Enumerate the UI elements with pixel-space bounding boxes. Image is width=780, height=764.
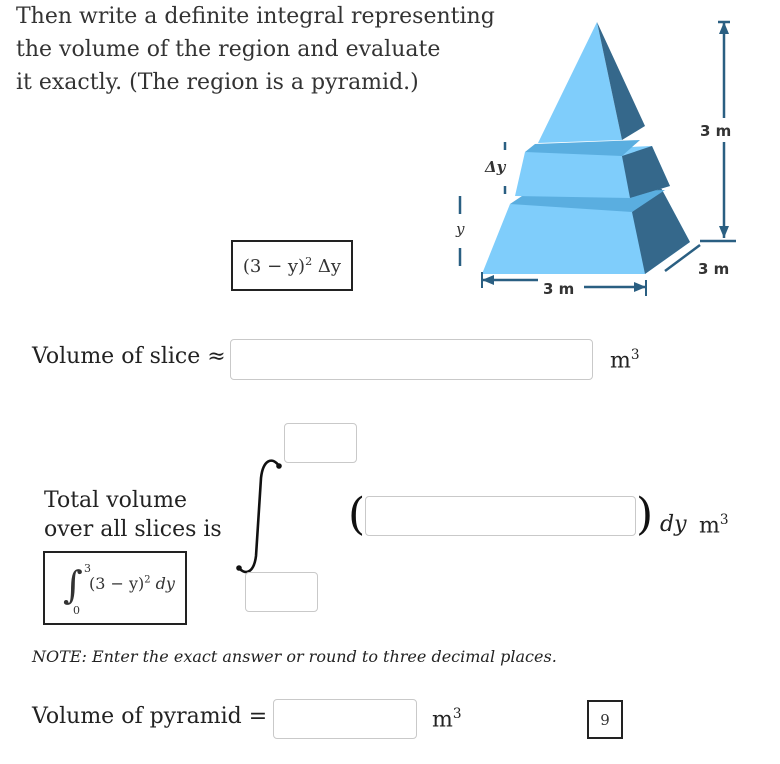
prompt-line-1: Then write a definite integral representing bbox=[16, 4, 495, 29]
pyramid-top-front bbox=[538, 22, 622, 143]
slice-volume-label: Volume of slice ≈ bbox=[32, 344, 226, 369]
pyramid-volume-unit: $m^3$ bbox=[432, 706, 462, 733]
pyramid-volume-input[interactable] bbox=[273, 699, 417, 739]
total-volume-label: Total volume over all slices is bbox=[44, 488, 222, 542]
left-paren: ( bbox=[348, 489, 366, 540]
integral-expression: ∫ 3 0 $(3 - y)^2$ dy bbox=[63, 562, 175, 617]
slice-volume-input[interactable] bbox=[230, 339, 593, 380]
pyramid-volume-label: Volume of pyramid = bbox=[32, 704, 268, 729]
right-paren: ) bbox=[636, 489, 654, 540]
y-label: y bbox=[456, 220, 465, 238]
pyramid-figure bbox=[440, 10, 780, 310]
mini-integral-icon: ∫ bbox=[63, 563, 83, 607]
answer-tile-9[interactable]: 9 bbox=[587, 700, 623, 739]
integrand-input[interactable] bbox=[365, 496, 636, 536]
prompt-line-3: it exactly. (The region is a pyramid.) bbox=[16, 70, 419, 95]
slice-expression-text: $(3 - y)^2$ Δy bbox=[242, 254, 342, 277]
depth-label: 3 m bbox=[698, 260, 730, 278]
integral-expression-tile[interactable] bbox=[43, 551, 187, 625]
slice-height-label: Δy bbox=[485, 158, 506, 176]
integral-lower-bound-input[interactable] bbox=[245, 572, 318, 612]
integral-upper-bound-input[interactable] bbox=[284, 423, 357, 463]
prompt-line-2: the volume of the region and evaluate bbox=[16, 37, 441, 62]
slice-expression-tile[interactable] bbox=[231, 240, 353, 291]
integral-sign-icon bbox=[232, 456, 287, 578]
width-label: 3 m bbox=[543, 280, 575, 298]
problem-prompt bbox=[16, 0, 495, 99]
rounding-note: NOTE: Enter the exact answer or round to three decimal places. bbox=[32, 647, 557, 666]
total-volume-unit: $m^3$ bbox=[699, 512, 729, 539]
slice-volume-unit: $m^3$ bbox=[610, 347, 640, 374]
dy-label: dy bbox=[660, 512, 687, 537]
height-label: 3 m bbox=[700, 122, 732, 140]
